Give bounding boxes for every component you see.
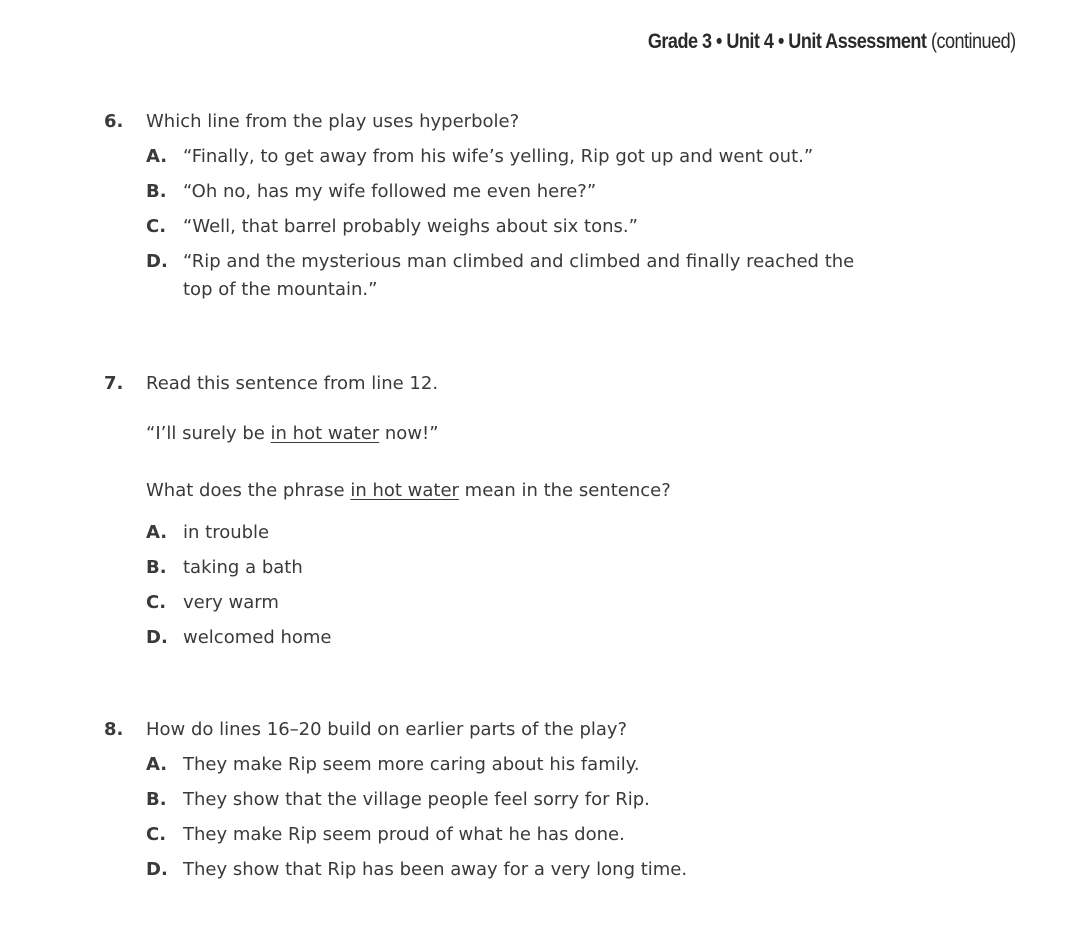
option-letter: C.	[146, 824, 167, 845]
option-letter: B.	[146, 789, 167, 810]
option-text: They show that Rip has been away for a very long time.	[183, 859, 688, 880]
page-header	[648, 30, 1016, 54]
header-bullet: •	[716, 30, 723, 53]
option-text: welcomed home	[183, 627, 332, 648]
answer-option-b[interactable]	[146, 788, 964, 812]
quoted-sentence	[146, 422, 964, 446]
header-unit: Unit 4	[726, 30, 774, 53]
option-letter: D.	[146, 859, 168, 880]
answer-option-c[interactable]	[146, 215, 964, 239]
option-text: They make Rip seem proud of what he has done.	[183, 824, 625, 845]
prompt-after: mean in the sentence?	[458, 480, 671, 501]
answer-option-a[interactable]	[146, 145, 964, 169]
option-letter: A.	[146, 522, 168, 543]
option-text: They show that the village people feel sorry for Rip.	[183, 789, 650, 810]
option-text: in trouble	[183, 522, 270, 543]
header-grade: Grade 3	[648, 30, 712, 53]
answer-option-b[interactable]	[146, 556, 964, 580]
option-text: “Oh no, has my wife followed me even here?”	[183, 181, 597, 202]
answer-option-a[interactable]	[146, 521, 964, 545]
question-6	[104, 110, 964, 304]
option-text: very warm	[183, 592, 279, 613]
question-stem: Read this sentence from line 12.	[146, 373, 439, 394]
answer-option-c[interactable]	[146, 823, 964, 847]
question-number: 6.	[104, 111, 124, 132]
question-number: 7.	[104, 373, 124, 394]
option-text: “Well, that barrel probably weighs about six tons.”	[183, 216, 638, 237]
question-7	[104, 372, 964, 650]
header-assessment: Unit Assessment	[788, 30, 927, 53]
header-bullet: •	[778, 30, 785, 53]
quote-before: “I’ll surely be	[146, 423, 271, 444]
answer-option-d[interactable]	[146, 858, 964, 882]
option-letter: C.	[146, 216, 167, 237]
option-letter: A.	[146, 146, 168, 167]
option-text: They make Rip seem more caring about his family.	[183, 754, 640, 775]
option-text: “Finally, to get away from his wife’s yelling, Rip got up and went out.”	[183, 146, 814, 167]
answer-option-a[interactable]	[146, 753, 964, 777]
option-text: taking a bath	[183, 557, 303, 578]
option-letter: D.	[146, 627, 168, 648]
option-letter: D.	[146, 251, 168, 272]
option-letter: B.	[146, 557, 167, 578]
header-continued: (continued)	[931, 30, 1016, 53]
answer-option-b[interactable]	[146, 180, 964, 204]
question-number: 8.	[104, 719, 124, 740]
question-stem: Which line from the play uses hyperbole?	[146, 111, 520, 132]
option-text: “Rip and the mysterious man climbed and climbed and finally reached the top of the mountain.”	[183, 251, 855, 300]
option-letter: A.	[146, 754, 168, 775]
question-stem: How do lines 16–20 build on earlier parts of the play?	[146, 719, 628, 740]
prompt-before: What does the phrase	[146, 480, 351, 501]
option-letter: B.	[146, 181, 167, 202]
quote-underlined-phrase: in hot water	[270, 423, 380, 444]
quote-after: now!”	[379, 423, 439, 444]
prompt-underlined-phrase: in hot water	[350, 480, 459, 501]
question-prompt	[146, 479, 964, 503]
answer-option-d[interactable]	[146, 248, 883, 304]
answer-option-c[interactable]	[146, 591, 964, 615]
answer-option-d[interactable]	[146, 626, 964, 650]
question-8	[104, 718, 964, 882]
option-letter: C.	[146, 592, 167, 613]
